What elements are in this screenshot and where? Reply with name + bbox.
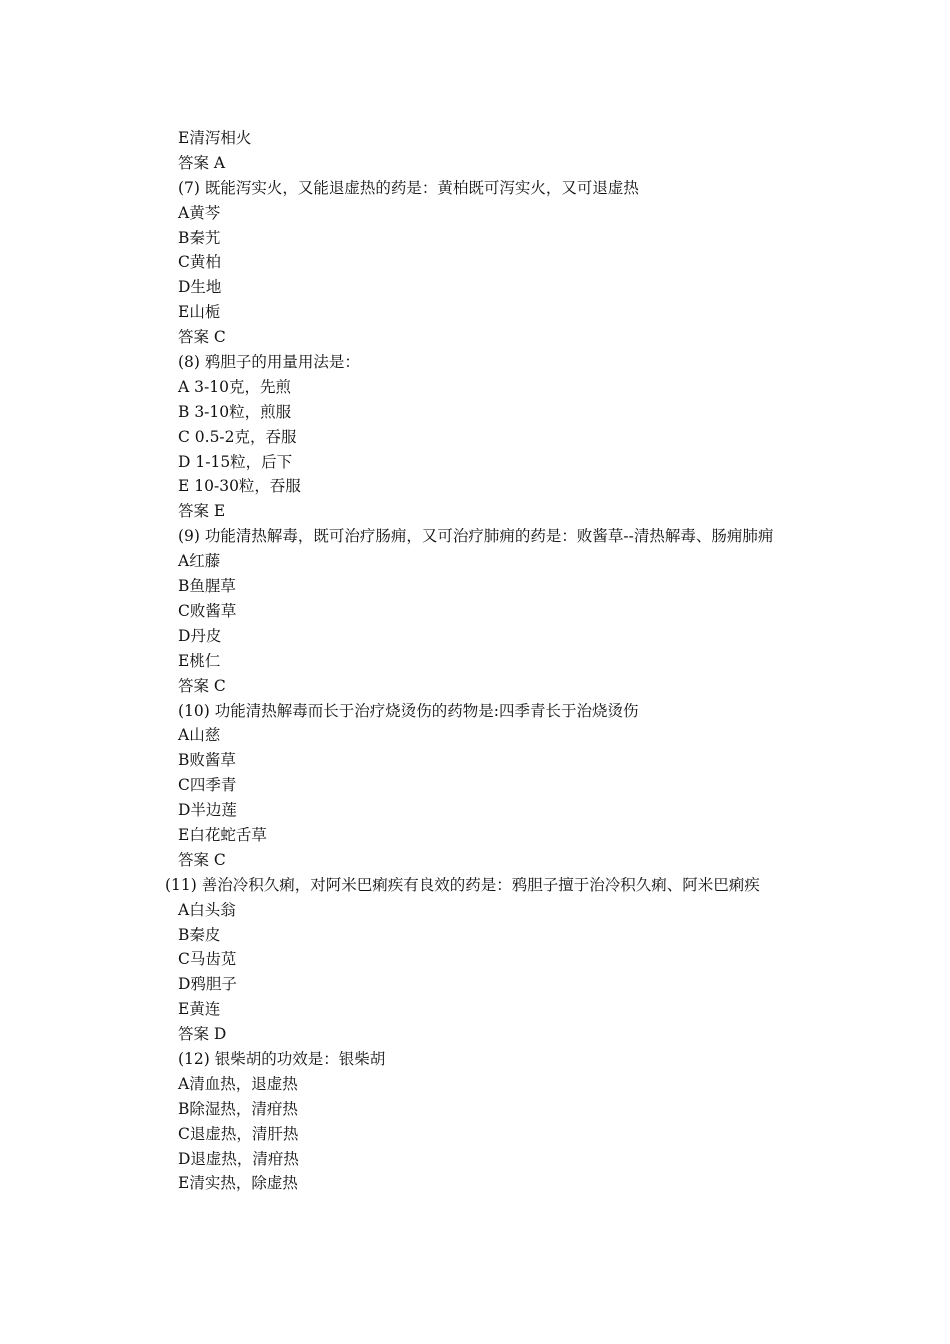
question-9: (9) 功能清热解毒，既可治疗肠痈，又可治疗肺痈的药是：败酱草--清热解毒、肠痈肺痈 <box>178 527 774 546</box>
option-b: B败酱草 <box>178 751 236 770</box>
option-e: E黄连 <box>178 1000 221 1019</box>
option-a: A清血热，退虚热 <box>178 1074 298 1093</box>
answer: 答案 C <box>178 328 226 347</box>
option-d: D生地 <box>178 278 222 297</box>
option-e: E清泻相火 <box>178 129 252 147</box>
option-d: D退虚热，清疳热 <box>178 1149 299 1168</box>
option-e: E清实热，除虚热 <box>178 1174 298 1193</box>
option-c: C马齿苋 <box>178 950 237 969</box>
question-10: (10) 功能清热解毒而长于治疗烧烫伤的药物是:四季青长于治烧烫伤 <box>178 701 639 720</box>
answer: 答案 C <box>178 850 226 869</box>
option-a: A红藤 <box>178 552 221 571</box>
option-c: C败酱草 <box>178 601 237 620</box>
question-12: (12) 银柴胡的功效是：银柴胡 <box>178 1049 386 1068</box>
answer: 答案 C <box>178 676 226 695</box>
option-e: E 10-30粒，吞服 <box>178 477 301 496</box>
question-11: (11) 善治冷积久痢，对阿米巴痢疾有良效的药是：鸦胆子擅于治冷积久痢、阿米巴痢疾 <box>165 875 760 894</box>
option-c: C 0.5-2克，吞服 <box>178 427 297 446</box>
option-d: D丹皮 <box>178 626 222 645</box>
question-7: (7) 既能泻实火，又能退虚热的药是：黄柏既可泻实火，又可退虚热 <box>178 178 639 197</box>
answer: 答案 D <box>178 1025 227 1044</box>
question-8: (8) 鸦胆子的用量用法是： <box>178 353 360 372</box>
option-d: D半边莲 <box>178 801 237 820</box>
option-b: B除湿热，清疳热 <box>178 1099 298 1118</box>
option-e: E白花蛇舌草 <box>178 825 267 844</box>
option-a: A山慈 <box>178 726 221 745</box>
option-c: C退虚热，清肝热 <box>178 1124 299 1143</box>
option-e: E桃仁 <box>178 651 221 670</box>
answer: 答案 E <box>178 502 226 521</box>
option-a: A 3-10克，先煎 <box>178 377 291 396</box>
option-b: B 3-10粒，煎服 <box>178 402 292 421</box>
option-d: D鸦胆子 <box>178 975 237 994</box>
option-a: A黄芩 <box>178 203 221 222</box>
option-e: E山栀 <box>178 303 221 322</box>
option-b: B秦艽 <box>178 228 221 247</box>
option-c: C四季青 <box>178 776 237 795</box>
option-b: B鱼腥草 <box>178 577 236 596</box>
answer: 答案 A <box>178 153 226 172</box>
option-d: D 1-15粒，后下 <box>178 452 293 471</box>
option-c: C黄柏 <box>178 253 221 272</box>
document-body <box>145 126 810 1196</box>
option-b: B秦皮 <box>178 925 221 944</box>
option-a: A白头翁 <box>178 900 236 919</box>
